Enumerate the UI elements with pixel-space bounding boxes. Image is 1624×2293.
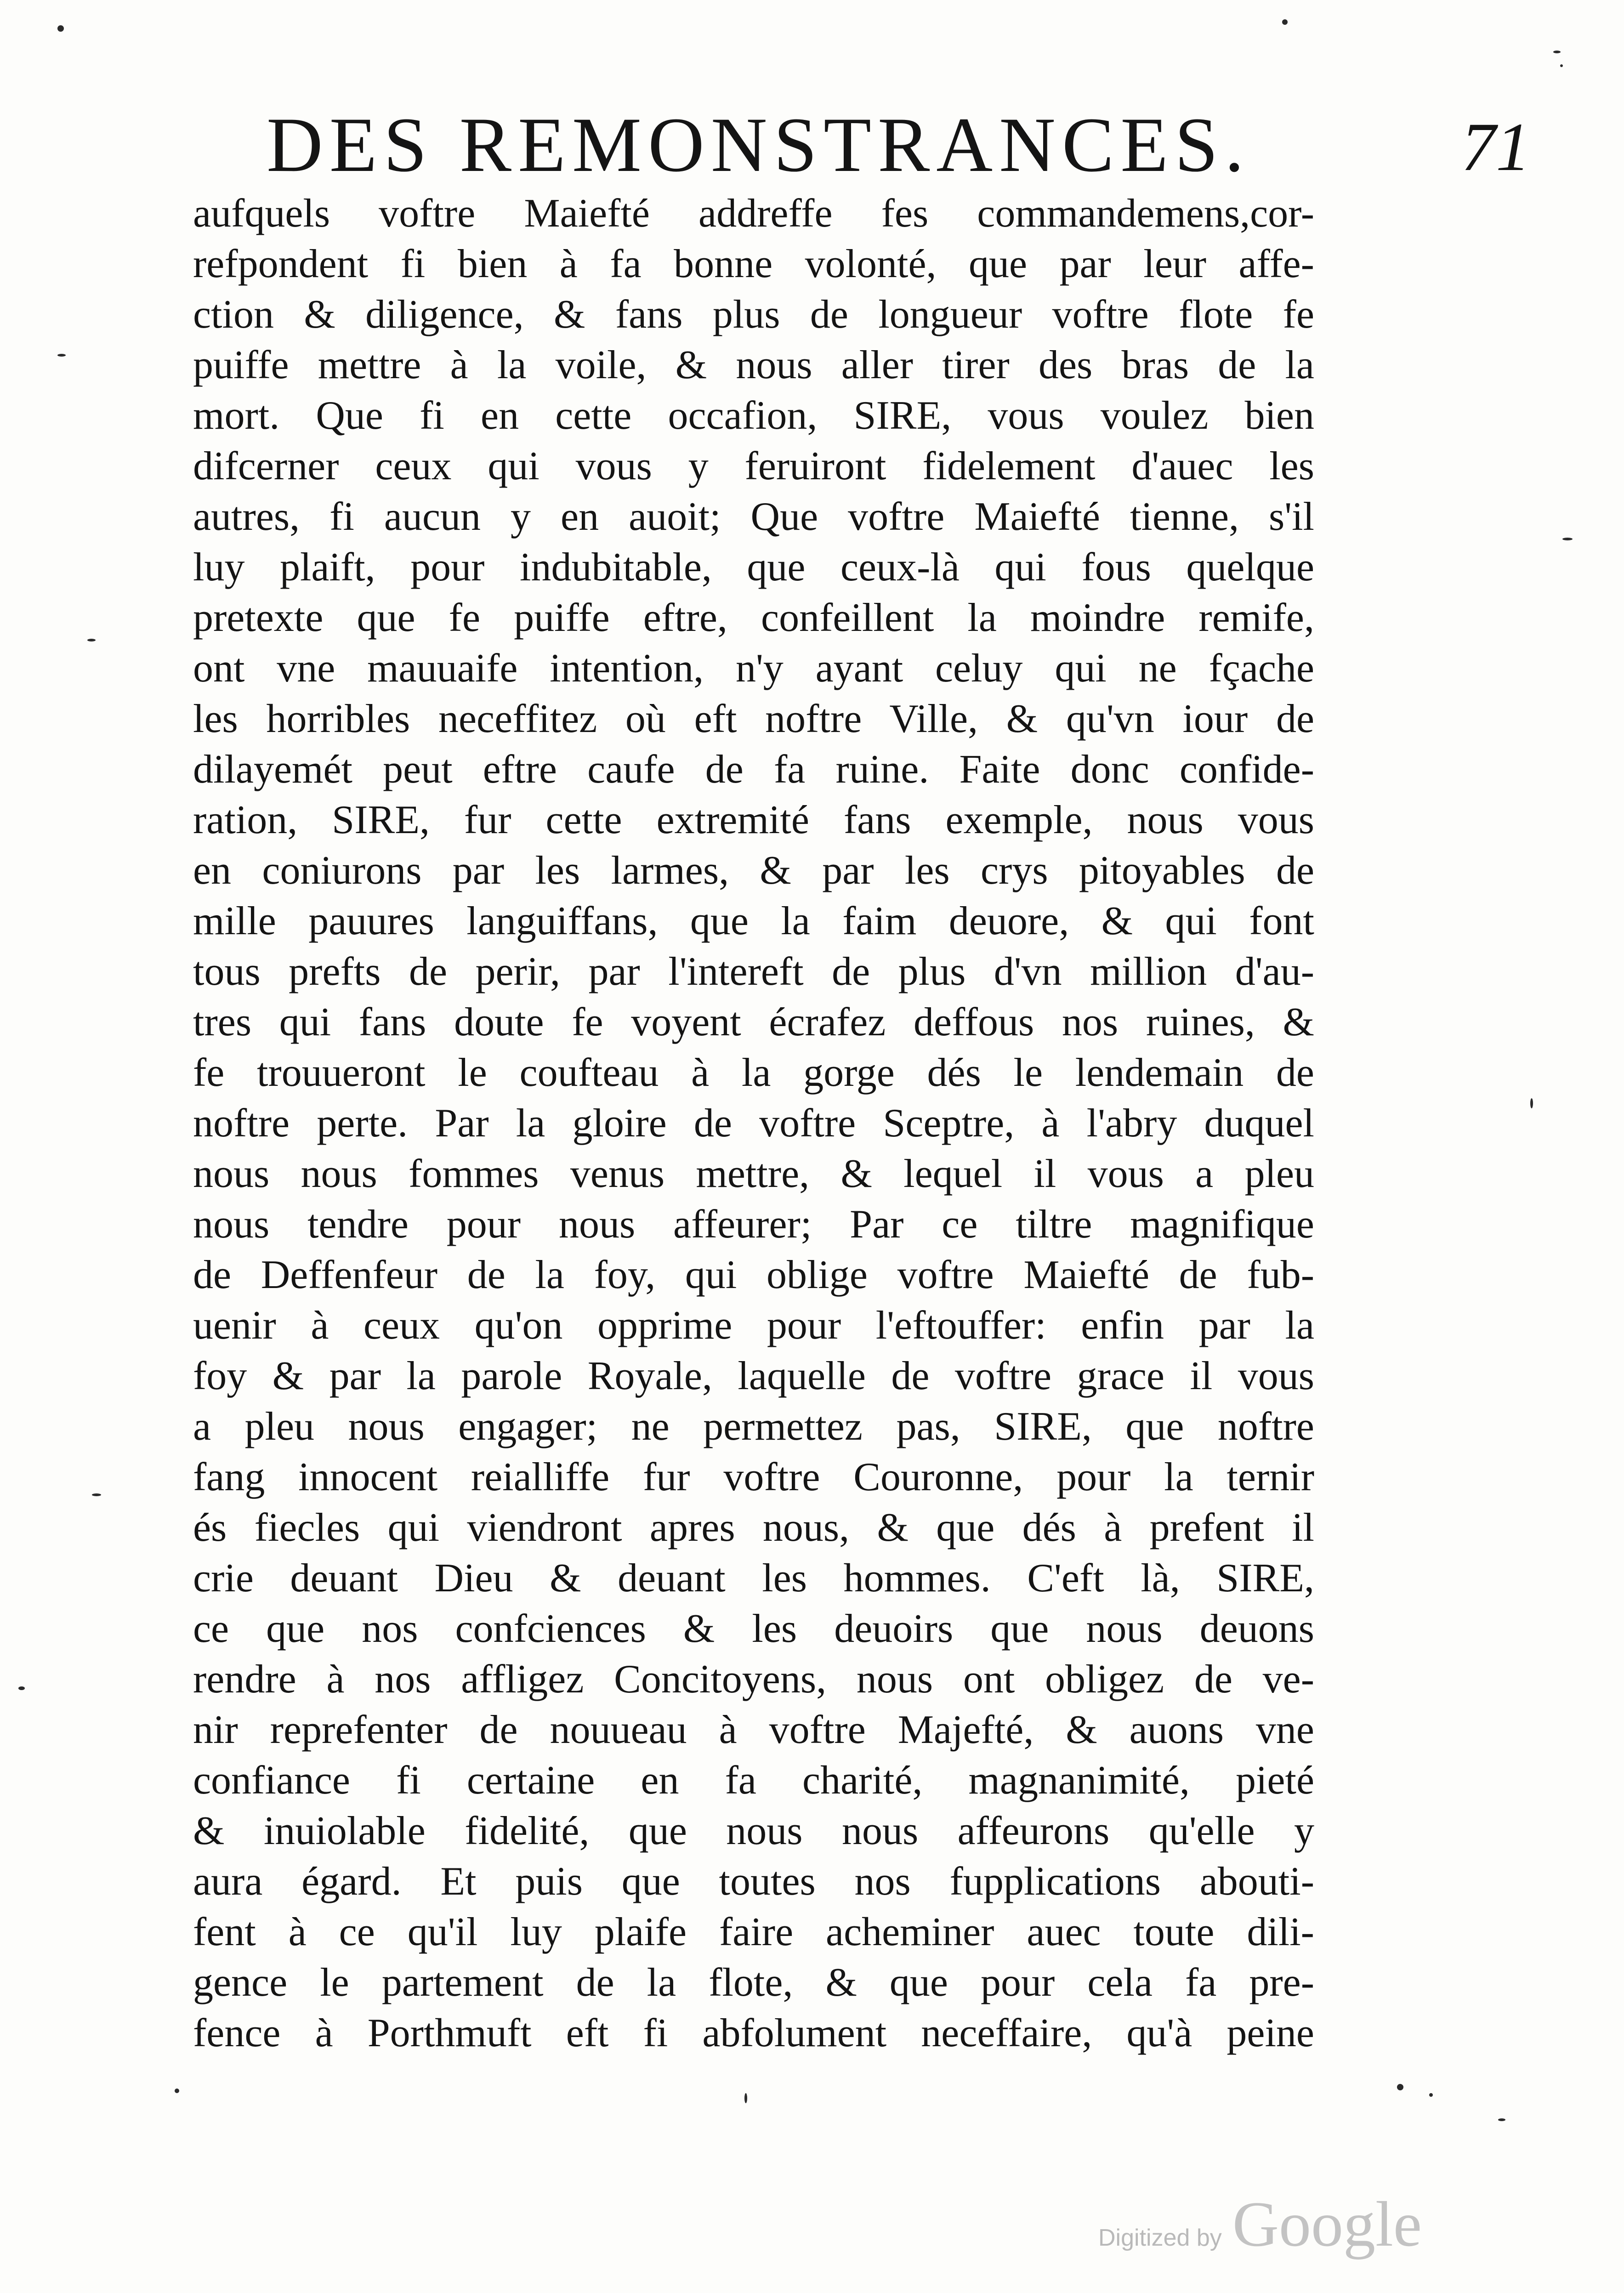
- ink-speck: [92, 1493, 101, 1496]
- text-line: les horribles neceffitez où eft noftre Ville, & qu'vn iour de: [193, 697, 1314, 741]
- text-line: mille pauures languiffans, que la faim deuore, & qui font: [193, 899, 1314, 943]
- text-line: ce que nos confciences & les deuoirs que nous deuons: [193, 1606, 1314, 1651]
- text-line: fence à Porthmuft eft fi abfolument neceffaire, qu'à peine: [193, 2011, 1314, 2055]
- digitized-label: Digitized by: [1098, 2225, 1222, 2251]
- text-line: nous nous fommes venus mettre, & lequel il vous a pleu: [193, 1152, 1314, 1196]
- text-line: és fiecles qui viendront apres nous, & que dés à prefent il: [193, 1505, 1314, 1550]
- google-logo: Google: [1232, 2189, 1422, 2260]
- text-line: foy & par la parole Royale, laquelle de voftre grace il vous: [193, 1354, 1314, 1398]
- text-line: nous tendre pour nous affeurer; Par ce tiltre magnifique: [193, 1202, 1314, 1247]
- running-title: DES REMONSTRANCES.: [267, 102, 1251, 188]
- text-line: mort. Que fi en cette occafion, SIRE, vous voulez bien: [193, 393, 1314, 438]
- text-line: dilayemét peut eftre caufe de fa ruine. Faite donc confide-: [193, 747, 1314, 792]
- ink-speck: [18, 1686, 25, 1690]
- text-line: refpondent fi bien à fa bonne volonté, que par leur affe-: [193, 242, 1314, 286]
- ink-speck: [175, 2089, 179, 2093]
- ink-speck: [1530, 1098, 1533, 1108]
- text-line: fe trouueront le coufteau à la gorge dés le lendemain de: [193, 1050, 1314, 1095]
- text-line: en coniurons par les larmes, & par les crys pitoyables de: [193, 848, 1314, 893]
- text-line: nir reprefenter de nouueau à voftre Majefté, & auons vne: [193, 1708, 1314, 1752]
- ink-speck: [57, 25, 64, 32]
- text-line: de Deffenfeur de la foy, qui oblige voftre Maiefté de fub-: [193, 1253, 1314, 1297]
- text-line: aufquels voftre Maiefté addreffe fes commandemens,cor-: [193, 191, 1314, 236]
- text-line: difcerner ceux qui vous y feruiront fidelement d'auec les: [193, 444, 1314, 488]
- text-line: gence le partement de la flote, & que pour cela fa pre-: [193, 1960, 1314, 2005]
- text-line: noftre perte. Par la gloire de voftre Sceptre, à l'abry duquel: [193, 1101, 1314, 1146]
- text-line: rendre à nos affligez Concitoyens, nous ont obligez de ve-: [193, 1657, 1314, 1702]
- text-line: tous prefts de perir, par l'intereft de plus d'vn million d'au-: [193, 949, 1314, 994]
- text-line: autres, fi aucun y en auoit; Que voftre Maiefté tienne, s'il: [193, 494, 1314, 539]
- ink-speck: [1562, 538, 1573, 540]
- running-head: [267, 99, 1530, 191]
- text-line: luy plaift, pour indubitable, que ceux-là qui fous quelque: [193, 545, 1314, 590]
- text-line: aura égard. Et puis que toutes nos fupplications abouti-: [193, 1859, 1314, 1904]
- text-line: ont vne mauuaife intention, n'y ayant celuy qui ne fçache: [193, 646, 1314, 691]
- text-line: tres qui fans doute fe voyent écrafez deffous nos ruines, &: [193, 1000, 1314, 1044]
- ink-speck: [57, 354, 66, 357]
- ink-speck: [1498, 2118, 1505, 2121]
- ink-speck: [1429, 2093, 1433, 2097]
- ink-speck: [87, 639, 96, 641]
- text-line: & inuiolable fidelité, que nous nous affeurons qu'elle y: [193, 1809, 1314, 1853]
- ink-speck: [1560, 64, 1563, 67]
- ink-speck: [1282, 19, 1288, 25]
- ink-speck: [744, 2093, 747, 2103]
- text-line: a pleu nous engager; ne permettez pas, SIRE, que noftre: [193, 1404, 1314, 1449]
- ink-speck: [1553, 51, 1561, 53]
- body-text: [193, 188, 1314, 2059]
- text-line: ration, SIRE, fur cette extremité fans exemple, nous vous: [193, 798, 1314, 842]
- text-line: confiance fi certaine en fa charité, magnanimité, pieté: [193, 1758, 1314, 1803]
- text-line: fent à ce qu'il luy plaife faire acheminer auec toute dili-: [193, 1910, 1314, 1954]
- text-line: pretexte que fe puiffe eftre, confeillent la moindre remife,: [193, 596, 1314, 640]
- page-number: 71: [1461, 109, 1530, 185]
- text-line: fang innocent reialliffe fur voftre Couronne, pour la ternir: [193, 1455, 1314, 1499]
- text-line: uenir à ceux qu'on opprime pour l'eftouffer: enfin par la: [193, 1303, 1314, 1348]
- ink-speck: [1397, 2084, 1403, 2090]
- text-line: puiffe mettre à la voile, & nous aller tirer des bras de la: [193, 343, 1314, 387]
- text-line: ction & diligence, & fans plus de longueur voftre flote fe: [193, 292, 1314, 337]
- text-line: crie deuant Dieu & deuant les hommes. C'eft là, SIRE,: [193, 1556, 1314, 1601]
- digitized-by-google-watermark: [1098, 2187, 1422, 2260]
